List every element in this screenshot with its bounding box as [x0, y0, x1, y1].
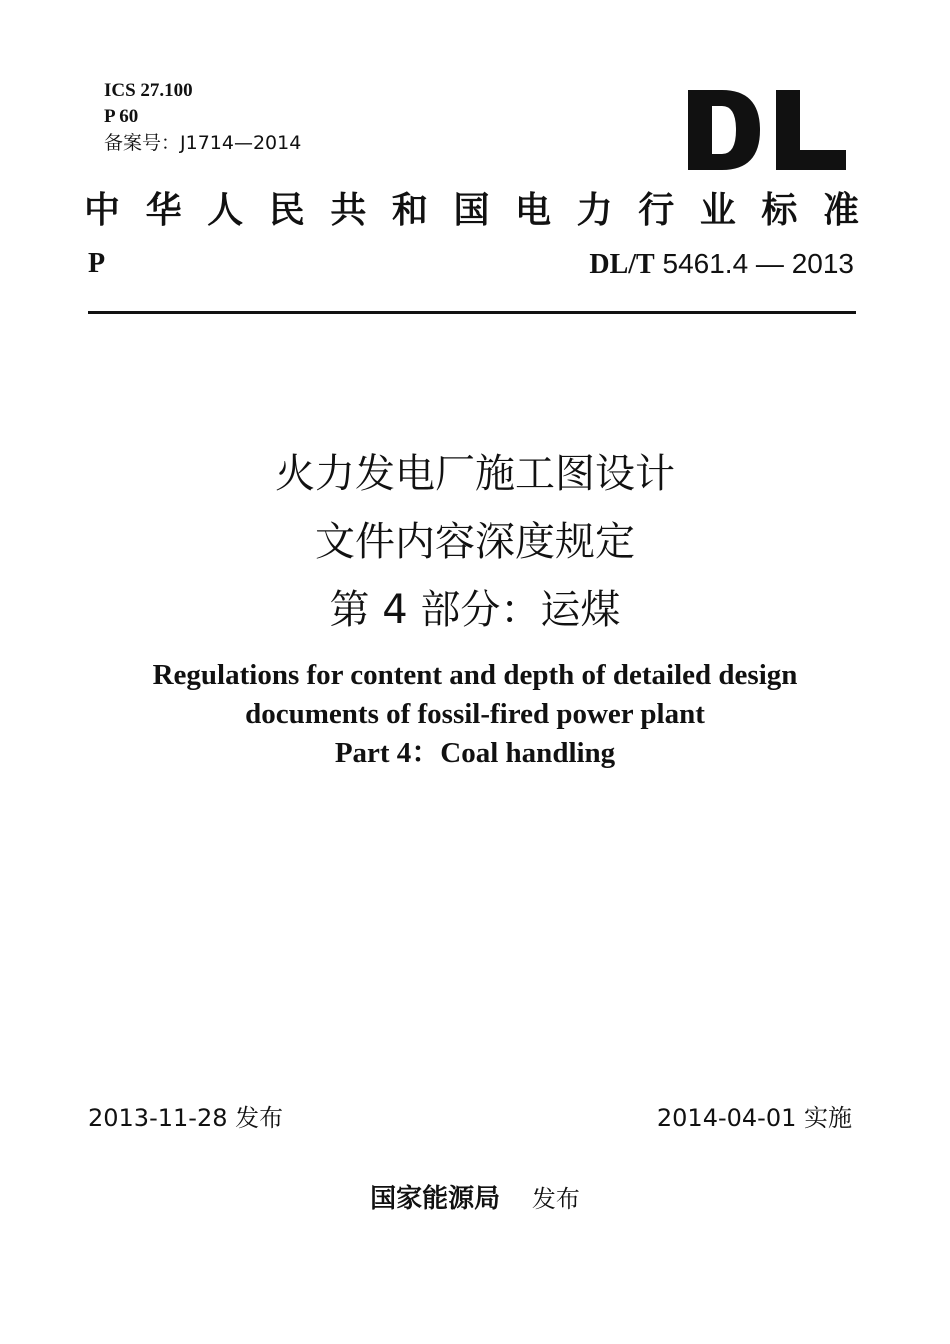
- english-title: [0, 656, 950, 773]
- standard-number-value: 5461.4 — 2013: [662, 248, 854, 279]
- ccs-code: P 60: [104, 106, 139, 127]
- classification-block: [104, 78, 301, 156]
- record-number: 备案号：J1714—2014: [104, 132, 302, 154]
- standard-type-title: [84, 182, 859, 233]
- title-char: 国: [453, 189, 490, 231]
- english-title-line: Regulations for content and depth of detailed design: [152, 659, 798, 691]
- chinese-title: [0, 440, 950, 644]
- english-title-line: Part 4：Coal handling: [334, 737, 616, 769]
- title-char: 民: [268, 189, 305, 231]
- title-char: 力: [576, 189, 613, 231]
- title-char: 电: [515, 189, 552, 231]
- title-char: 人: [207, 189, 244, 231]
- publisher: [0, 1178, 950, 1215]
- title-char: 和: [391, 189, 428, 231]
- implementation-date: 2014-04-01 实施: [656, 1104, 852, 1132]
- chinese-title-line: 第 4 部分：运煤: [329, 587, 621, 633]
- issue-date: 2013-11-28 发布: [88, 1104, 284, 1132]
- standard-number: [589, 248, 854, 281]
- dl-logo: [688, 90, 846, 170]
- title-char: 业: [699, 189, 736, 231]
- header-divider: [88, 311, 856, 314]
- chinese-title-line: 文件内容深度规定: [315, 519, 635, 565]
- publisher-action: 发布: [531, 1185, 580, 1213]
- ics-code: ICS 27.100: [104, 80, 193, 101]
- publisher-organization: 国家能源局: [370, 1184, 501, 1214]
- chinese-title-line: 火力发电厂施工图设计: [275, 451, 675, 497]
- title-char: 中: [84, 189, 121, 231]
- english-title-line: documents of fossil-fired power plant: [245, 698, 705, 730]
- title-char: 华: [145, 189, 182, 231]
- title-char: 准: [822, 189, 859, 231]
- standard-classification: P: [88, 248, 106, 279]
- title-char: 共: [330, 189, 367, 231]
- title-char: 行: [638, 189, 675, 231]
- title-char: 标: [761, 189, 798, 231]
- standard-number-prefix: DL/T: [589, 249, 655, 280]
